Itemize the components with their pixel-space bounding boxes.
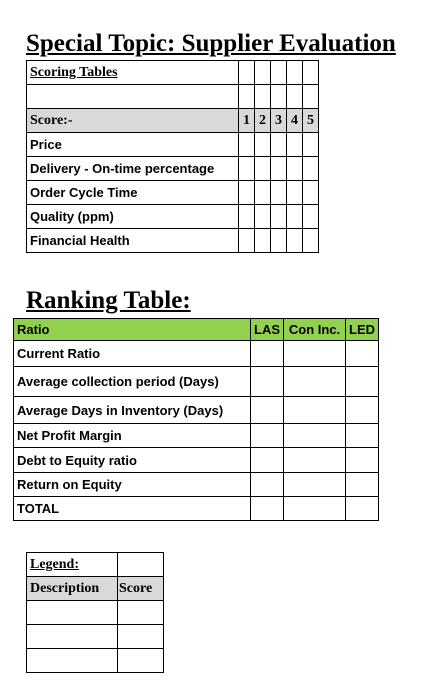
legend-cell[interactable] — [27, 625, 118, 649]
score-cell[interactable] — [255, 181, 271, 205]
criterion-label: Price — [27, 133, 239, 157]
ranking-row-label: Debt to Equity ratio — [14, 448, 251, 473]
ranking-cell[interactable] — [346, 397, 379, 424]
ranking-cell[interactable] — [284, 448, 346, 473]
score-cell[interactable] — [271, 157, 287, 181]
ranking-column-header: Con Inc. — [284, 319, 346, 341]
ranking-cell[interactable] — [251, 473, 284, 497]
score-cell[interactable] — [255, 229, 271, 253]
ranking-column-header: LED — [346, 319, 379, 341]
scoring-blank-cell[interactable] — [287, 61, 303, 85]
scoring-blank-cell[interactable] — [271, 85, 287, 109]
ranking-cell[interactable] — [284, 497, 346, 521]
score-cell[interactable] — [239, 229, 255, 253]
scoring-blank-cell[interactable] — [287, 85, 303, 109]
ranking-cell[interactable] — [251, 397, 284, 424]
legend-column-header: Score — [118, 577, 164, 601]
scoring-table-header: Scoring Tables — [27, 61, 239, 85]
score-cell[interactable] — [255, 133, 271, 157]
ranking-title: Ranking Table: — [26, 287, 191, 314]
ranking-cell[interactable] — [284, 473, 346, 497]
score-cell[interactable] — [271, 205, 287, 229]
ranking-cell[interactable] — [346, 367, 379, 397]
scoring-blank-cell[interactable] — [239, 85, 255, 109]
ranking-cell[interactable] — [346, 473, 379, 497]
score-cell[interactable] — [287, 181, 303, 205]
scoring-blank-cell[interactable] — [255, 85, 271, 109]
score-cell[interactable] — [287, 133, 303, 157]
ranking-cell[interactable] — [284, 367, 346, 397]
score-cell[interactable] — [303, 181, 319, 205]
ranking-cell[interactable] — [251, 448, 284, 473]
ranking-row-label: Net Profit Margin — [14, 424, 251, 448]
score-cell[interactable] — [303, 157, 319, 181]
score-column-header: 5 — [303, 109, 319, 133]
score-column-header: 4 — [287, 109, 303, 133]
score-cell[interactable] — [271, 229, 287, 253]
scoring-blank-cell[interactable] — [303, 85, 319, 109]
scoring-blank-cell[interactable] — [255, 61, 271, 85]
score-column-header: 1 — [239, 109, 255, 133]
ranking-cell[interactable] — [251, 341, 284, 367]
legend-cell[interactable] — [118, 601, 164, 625]
legend-title: Legend: — [27, 553, 118, 577]
legend-cell[interactable] — [27, 601, 118, 625]
legend-cell[interactable] — [27, 649, 118, 673]
ranking-cell[interactable] — [284, 397, 346, 424]
score-cell[interactable] — [255, 205, 271, 229]
ranking-cell[interactable] — [251, 367, 284, 397]
legend-column-header: Description — [27, 577, 118, 601]
ranking-cell[interactable] — [251, 424, 284, 448]
ranking-cell[interactable] — [284, 424, 346, 448]
legend-cell[interactable] — [118, 649, 164, 673]
score-cell[interactable] — [239, 157, 255, 181]
ranking-cell[interactable] — [251, 497, 284, 521]
legend-cell[interactable] — [118, 625, 164, 649]
score-cell[interactable] — [303, 229, 319, 253]
ranking-table — [13, 318, 379, 521]
page-title: Special Topic: Supplier Evaluation — [26, 30, 396, 57]
legend-table — [26, 552, 164, 673]
criterion-label: Delivery - On-time percentage — [27, 157, 239, 181]
score-cell[interactable] — [239, 133, 255, 157]
ranking-total-label: TOTAL — [14, 497, 251, 521]
ranking-row-label: Average Days in Inventory (Days) — [14, 397, 251, 424]
ranking-cell[interactable] — [346, 424, 379, 448]
ranking-row-label: Current Ratio — [14, 341, 251, 367]
score-cell[interactable] — [271, 133, 287, 157]
ranking-row-label: Return on Equity — [14, 473, 251, 497]
score-cell[interactable] — [303, 133, 319, 157]
criterion-label: Financial Health — [27, 229, 239, 253]
legend-blank-cell[interactable] — [118, 553, 164, 577]
score-column-header: 2 — [255, 109, 271, 133]
scoring-blank-cell[interactable] — [27, 85, 239, 109]
criterion-label: Order Cycle Time — [27, 181, 239, 205]
score-cell[interactable] — [271, 181, 287, 205]
ranking-cell[interactable] — [346, 497, 379, 521]
scoring-table — [26, 60, 319, 253]
score-cell[interactable] — [239, 205, 255, 229]
score-cell[interactable] — [303, 205, 319, 229]
scoring-blank-cell[interactable] — [271, 61, 287, 85]
ranking-cell[interactable] — [346, 341, 379, 367]
criterion-label: Quality (ppm) — [27, 205, 239, 229]
ranking-cell[interactable] — [346, 448, 379, 473]
scoring-blank-cell[interactable] — [239, 61, 255, 85]
ranking-column-header: Ratio — [14, 319, 251, 341]
ranking-cell[interactable] — [284, 341, 346, 367]
score-cell[interactable] — [287, 157, 303, 181]
score-cell[interactable] — [287, 229, 303, 253]
score-label: Score:- — [27, 109, 239, 133]
score-column-header: 3 — [271, 109, 287, 133]
score-cell[interactable] — [255, 157, 271, 181]
ranking-row-label: Average collection period (Days) — [14, 367, 251, 397]
ranking-column-header: LAS — [251, 319, 284, 341]
scoring-blank-cell[interactable] — [303, 61, 319, 85]
score-cell[interactable] — [287, 205, 303, 229]
score-cell[interactable] — [239, 181, 255, 205]
